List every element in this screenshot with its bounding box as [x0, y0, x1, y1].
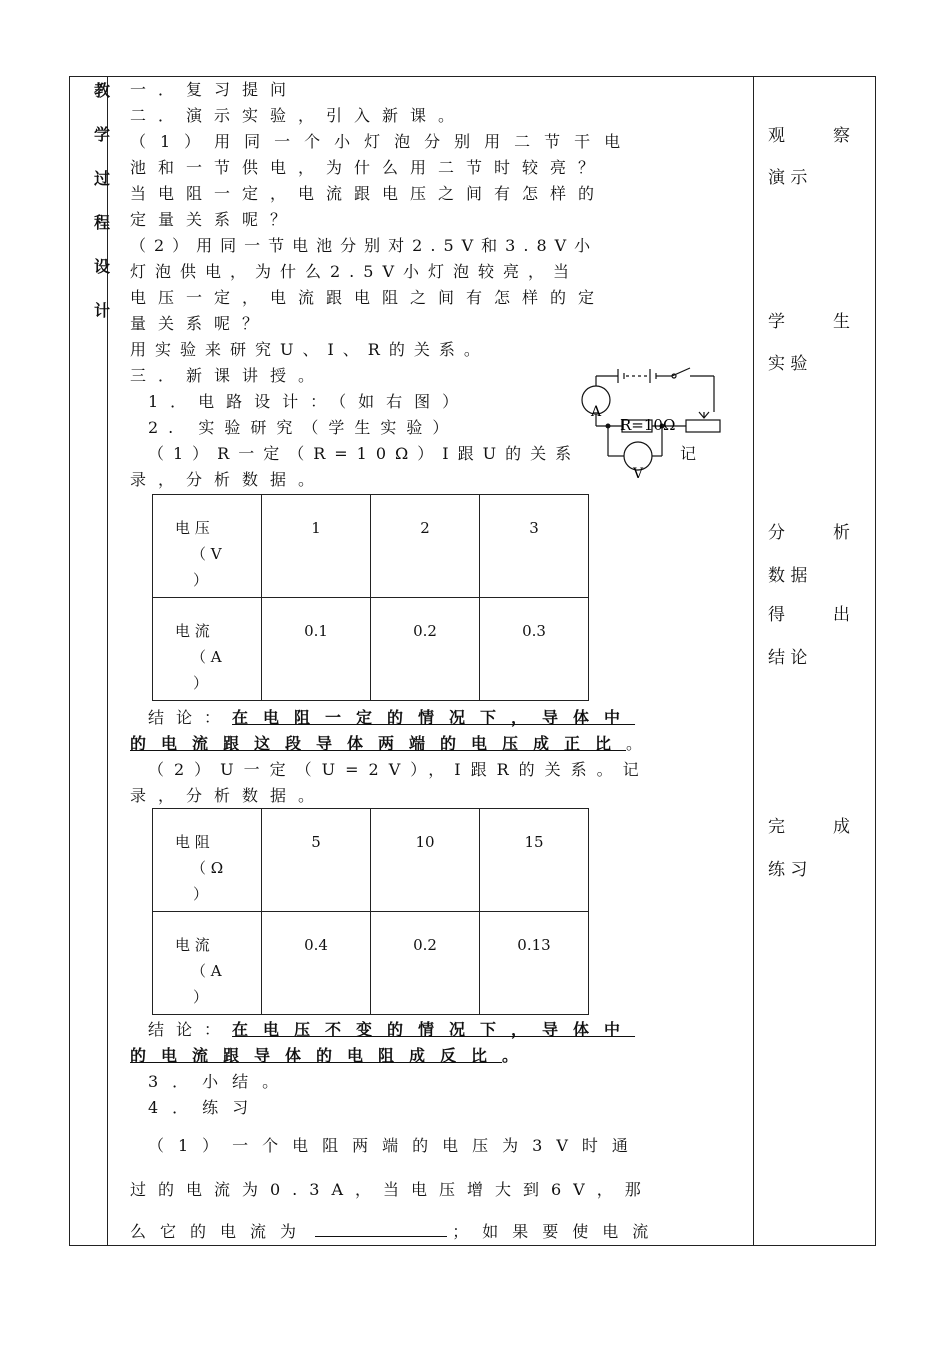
label-line: ）	[193, 674, 209, 692]
teaching-process-label	[94, 80, 112, 344]
line-circuit-design: 1．电路设计：（如右图）	[148, 392, 471, 411]
side-char: 程	[94, 213, 111, 232]
label-line: （ A	[191, 962, 222, 980]
conclusion-1-line2	[130, 734, 715, 754]
line-summary: 3．小结。	[148, 1072, 293, 1091]
cell-value: 1	[262, 495, 371, 598]
ammeter-label: A	[591, 404, 602, 420]
line-part1: （1）R一定（R=10Ω）I跟U的关系	[148, 444, 581, 463]
line-part2: （2）U一定（U=2V），I跟R的关系。记	[148, 760, 649, 779]
voltage-current-table	[152, 494, 589, 701]
label-current	[153, 598, 262, 701]
exercise-line-3	[130, 1222, 715, 1242]
conclusion-end: 。	[502, 1046, 519, 1065]
cell-value: 10	[371, 809, 480, 912]
conclusion-text: 的电流跟导体的电阻成反比	[130, 1046, 503, 1065]
label-voltage	[153, 495, 262, 598]
circuit-diagram	[578, 360, 728, 480]
note-derive	[768, 605, 850, 625]
voltmeter-label: V	[633, 466, 644, 480]
conclusion-prefix: 结论：	[148, 1020, 233, 1039]
note-char: 出	[833, 605, 850, 625]
note-char: 成	[833, 817, 850, 837]
line-review: 一．复习提问	[130, 80, 299, 99]
conclusion-prefix: 结论：	[148, 708, 233, 727]
line-new-lesson: 三．新课讲授。	[130, 366, 327, 385]
exercise-line-1: （1）一个电阻两端的电压为3V时通	[148, 1136, 642, 1155]
line-record1: 录，分析数据。	[130, 470, 327, 489]
side-char: 计	[94, 301, 111, 320]
note-practice: 练 习	[768, 860, 808, 880]
label-line: （ V	[191, 545, 222, 563]
label-line: （ A	[191, 648, 222, 666]
note-complete	[768, 817, 850, 837]
conclusion-2	[148, 1020, 713, 1040]
line-q1b: 池和一节供电，为什么用二节时较亮？	[130, 158, 607, 177]
exercise-text: ；如果要使电流	[452, 1222, 663, 1241]
line-demo: 二．演示实验，引入新课。	[130, 106, 467, 125]
label-line: 电 流	[175, 622, 210, 640]
line-experiment: 2. 实验研究（学生实验）	[148, 418, 459, 437]
note-char: 分	[768, 523, 785, 543]
label-line: ）	[193, 988, 209, 1006]
line-q1c: 当电阻一定，电流跟电压之间有怎样的	[130, 184, 607, 203]
note-analyze	[768, 523, 850, 543]
label-line: 电 流	[175, 936, 210, 954]
note-observe	[768, 126, 850, 146]
side-char: 设	[94, 257, 111, 276]
line-q2c: 电压一定，电流跟电阻之间有怎样的定	[130, 288, 607, 307]
resistance-current-table	[152, 808, 589, 1015]
line-exercise: 4．练习	[148, 1098, 263, 1117]
cell-value: 3	[480, 495, 589, 598]
label-current	[153, 912, 262, 1015]
note-demo: 演 示	[768, 168, 808, 188]
label-line: ）	[193, 571, 209, 589]
side-char: 学	[94, 125, 111, 144]
note-data: 数 据	[768, 566, 808, 586]
note-conclusion: 结 论	[768, 648, 808, 668]
cell-value: 15	[480, 809, 589, 912]
label-line: 电 压	[175, 519, 210, 537]
label-line: ）	[193, 885, 209, 903]
cell-value: 0.2	[371, 912, 480, 1015]
side-char: 教	[94, 81, 111, 100]
note-student	[768, 312, 850, 332]
line-part1-end: 记	[680, 444, 697, 463]
conclusion-1	[148, 708, 713, 728]
rheostat-symbol	[686, 420, 720, 432]
column-divider-right	[753, 76, 754, 1246]
cell-value: 2	[371, 495, 480, 598]
note-char: 观	[768, 126, 785, 146]
cell-value: 0.4	[262, 912, 371, 1015]
exercise-text: 么它的电流为	[130, 1222, 311, 1241]
line-q2d: 量关系呢？	[130, 314, 271, 333]
line-q1a: （1）用同一个小灯泡分别用二节干电	[130, 132, 635, 151]
line-record2: 录，分析数据。	[130, 786, 327, 805]
label-line: （ Ω	[191, 859, 224, 877]
line-study: 用实验来研究U、I、R的关系。	[130, 340, 489, 359]
label-resistance	[153, 809, 262, 912]
line-q2a: （2）用同一节电池分别对2.5V和3.8V小	[130, 236, 599, 255]
side-char: 过	[94, 169, 111, 188]
note-char: 生	[833, 312, 850, 332]
note-char: 得	[768, 605, 785, 625]
cell-value: 0.1	[262, 598, 371, 701]
conclusion-text: 在电压不变的情况下，导体中	[232, 1020, 636, 1039]
exercise-line-2: 过的电流为0.3A，当电压增大到6V，那	[130, 1180, 653, 1199]
cell-value: 5	[262, 809, 371, 912]
note-char: 察	[833, 126, 850, 146]
cell-value: 0.2	[371, 598, 480, 701]
conclusion-text: 的电流跟这段导体两端的电压成正比	[130, 734, 627, 753]
note-experiment: 实 验	[768, 354, 808, 374]
conclusion-end: 。	[626, 734, 643, 753]
answer-blank[interactable]	[315, 1222, 447, 1237]
note-char: 完	[768, 817, 785, 837]
line-q1d: 定量关系呢？	[130, 210, 299, 229]
conclusion-2-line2	[130, 1046, 715, 1066]
note-char: 析	[833, 523, 850, 543]
cell-value: 0.13	[480, 912, 589, 1015]
label-line: 电 阻	[175, 833, 210, 851]
note-char: 学	[768, 312, 785, 332]
line-q2b: 灯泡供电，为什么2.5V小灯泡较亮，当	[130, 262, 579, 281]
resistor-label: R=10Ω	[620, 416, 676, 434]
cell-value: 0.3	[480, 598, 589, 701]
conclusion-text: 在电阻一定的情况下，导体中	[232, 708, 636, 727]
